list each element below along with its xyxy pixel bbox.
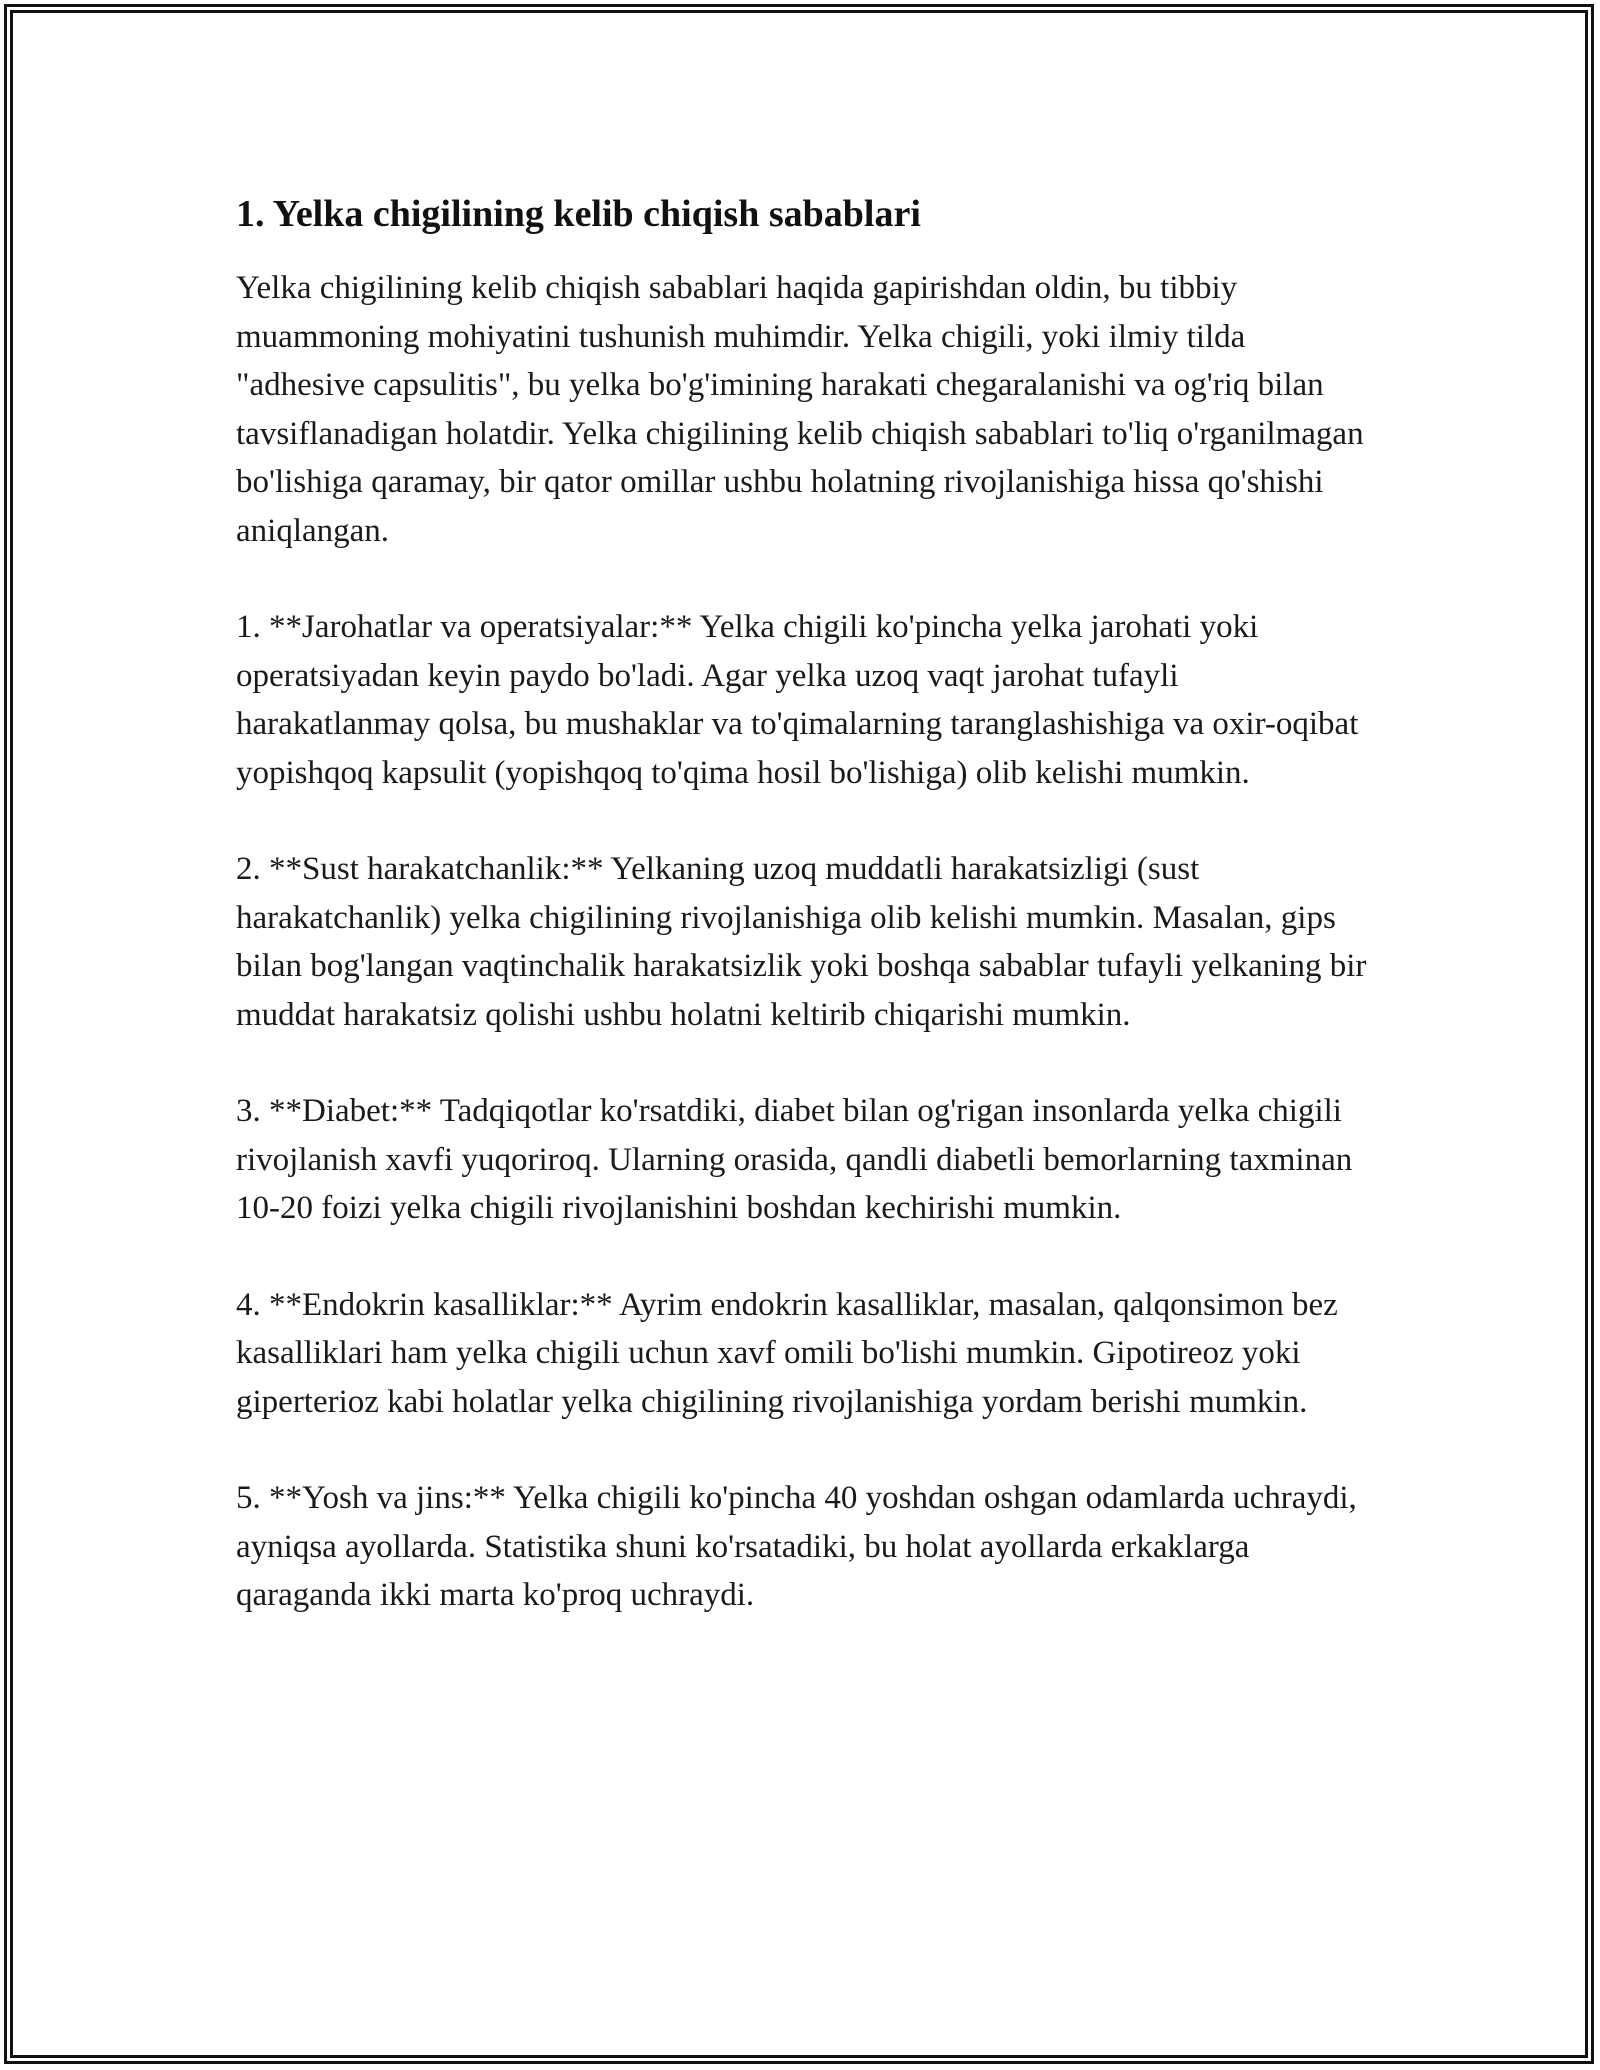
page-title: 1. Yelka chigilining kelib chiqish sabablari bbox=[236, 193, 921, 235]
cause-paragraph-diabetes: 3. **Diabet:** Tadqiqotlar ko'rsatdiki, diabet bilan og'rigan insonlarda yelka chigili rivojlanish xavfi yuqoriroq. Ularning orasida, qandli diabetli bemorlarning taxminan 10-20 foizi yelka chigili rivojlanishini boshdan kechirishi mumkin. bbox=[236, 1093, 1353, 1226]
intro-paragraph: Yelka chigilining kelib chiqish sabablari haqida gapirishdan oldin, bu tibbiy muammoning mohiyatini tushunish muhimdir. Yelka chigili, yoki ilmiy tilda "adhesive capsulitis", bu yelka bo'g'imining harakati chegaralanishi va og'riq bilan tavsiflanadigan holatdir. Yelka chigilining kelib chiqish sabablari to'liq o'rganilmagan bo'lishiga qaramay, bir qator omillar ushbu holatning rivojlanishiga hissa qo'shishi aniqlangan. bbox=[236, 270, 1364, 549]
cause-paragraph-endocrine: 4. **Endokrin kasalliklar:** Ayrim endokrin kasalliklar, masalan, qalqonsimon bez kasalliklari ham yelka chigili uchun xavf omili bo'lishi mumkin. Gipotireoz yoki giperterioz kabi holatlar yelka chigilining rivojlanishiga yordam berishi mumkin. bbox=[236, 1286, 1338, 1420]
cause-paragraph-age-gender: 5. **Yosh va jins:** Yelka chigili ko'pincha 40 yoshdan oshgan odamlarda uchraydi, ayniqsa ayollarda. Statistika shuni ko'rsatadiki, bu holat ayollarda erkaklarga qaraganda ikki marta ko'proq uchraydi. bbox=[236, 1480, 1357, 1613]
document-body bbox=[236, 188, 1376, 1668]
cause-paragraph-injuries: 1. **Jarohatlar va operatsiyalar:** Yelka chigili ko'pincha yelka jarohati yoki operatsiyadan keyin paydo bo'ladi. Agar yelka uzoq vaqt jarohat tufayli harakatlanmay qolsa, bu mushaklar va to'qimalarning taranglashishiga va oxir-oqibat yopishqoq kapsulit (yopishqoq to'qima hosil bo'lishiga) olib kelishi mumkin. bbox=[236, 609, 1359, 791]
cause-paragraph-immobility: 2. **Sust harakatchanlik:** Yelkaning uzoq muddatli harakatsizligi (sust harakatchanlik) yelka chigilining rivojlanishiga olib kelishi mumkin. Masalan, gips bilan bog'langan vaqtinchalik harakatsizlik yoki boshqa sabablar tufayli yelkaning bir muddat harakatsiz qolishi ushbu holatni keltirib chiqarishi mumkin. bbox=[236, 851, 1367, 1033]
